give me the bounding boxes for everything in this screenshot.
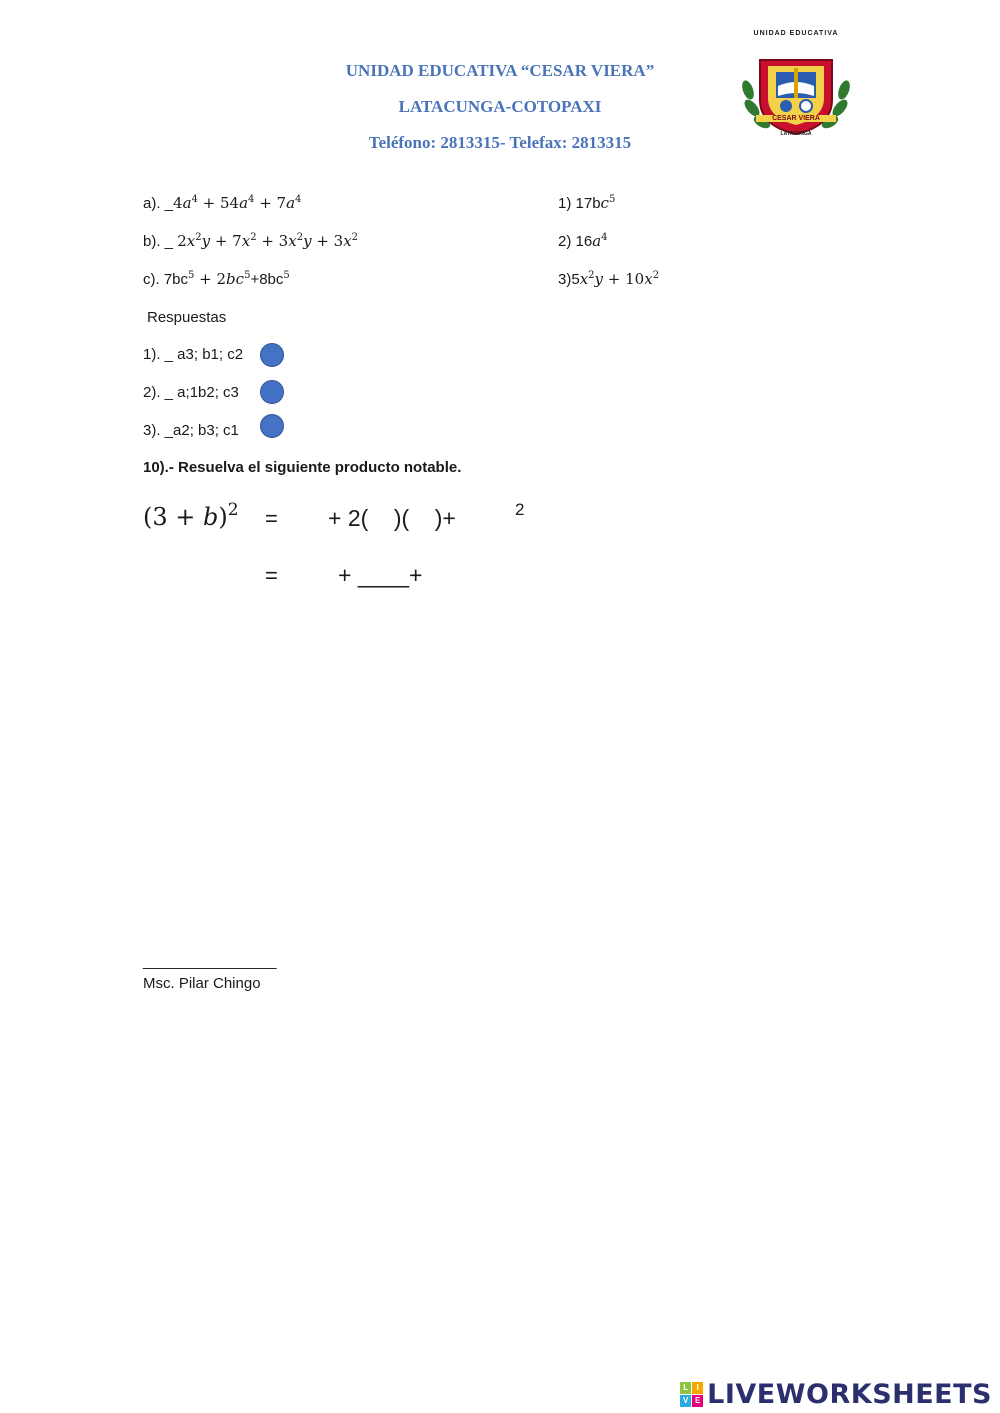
exercise-a-label: a). _ bbox=[143, 195, 174, 212]
question-10-equals-1: = bbox=[265, 506, 278, 531]
crest-banner-text: CESAR VIERA bbox=[756, 115, 836, 122]
exercise-a: a). $\_4a^4 + 54a^4 + 7a^4$ bbox=[143, 194, 302, 212]
answer-option-2-radio[interactable] bbox=[260, 380, 284, 404]
school-location: LATACUNGA-COTOPAXI bbox=[398, 97, 602, 116]
answer-option-1-label: 1). _ a3; b1; c2 bbox=[143, 346, 244, 363]
option-2: 2) $16a^4$ bbox=[558, 232, 608, 250]
answer-option-2-label: 2). _ a;1b2; c3 bbox=[143, 384, 239, 401]
blank-2[interactable] bbox=[375, 503, 405, 535]
option-1: 1) $17bc^5$ bbox=[558, 194, 616, 212]
crest-arc-text: UNIDAD EDUCATIVA bbox=[753, 30, 839, 37]
blank-3[interactable] bbox=[430, 503, 460, 535]
option-3: $3)5x^2y + 10x^2$ bbox=[558, 270, 660, 288]
brand-name: LIVEWORKSHEETS bbox=[707, 1378, 992, 1410]
exercise-b: b). _ $2x^2y + 7x^2 + 3x^2y + 3x^2$ bbox=[143, 232, 359, 250]
question-10-rhs-2: + ____+ bbox=[338, 562, 423, 588]
signature-name: Msc. Pilar Chingo bbox=[143, 975, 261, 992]
answer-option-1-radio[interactable] bbox=[260, 343, 284, 367]
school-crest-logo bbox=[738, 30, 854, 142]
signature-line: ________________ bbox=[143, 953, 277, 970]
question-10-rhs-1: + 2( )( )+ bbox=[328, 505, 456, 531]
crest-bottom-text: LATACUNGA bbox=[780, 131, 812, 137]
school-name: UNIDAD EDUCATIVA “CESAR VIERA” bbox=[345, 61, 655, 80]
brand-badge-icon: L I V E bbox=[680, 1382, 703, 1407]
blank-1[interactable] bbox=[290, 503, 328, 535]
answers-heading: Respuestas bbox=[147, 309, 227, 326]
question-10-equals-2: = bbox=[265, 563, 278, 588]
school-phone: Teléfono: 2813315- Telefax: 2813315 bbox=[368, 133, 632, 152]
exercise-c: c). $7bc^5 + 2bc^5+8bc^5$ bbox=[143, 270, 290, 288]
answer-option-3-label: 3). _a2; b3; c1 bbox=[143, 422, 239, 439]
question-10-title: 10).- Resuelva el siguiente producto notable. bbox=[143, 459, 462, 476]
question-10-lhs: $(3 + b)^2$ bbox=[143, 500, 239, 531]
liveworksheets-brand[interactable] bbox=[680, 1376, 992, 1412]
blank-5[interactable] bbox=[290, 560, 336, 592]
question-10-square-exponent: 2 bbox=[515, 500, 525, 519]
answer-option-3-radio[interactable] bbox=[260, 414, 284, 438]
blank-6[interactable] bbox=[430, 560, 490, 592]
blank-4[interactable] bbox=[490, 503, 516, 535]
